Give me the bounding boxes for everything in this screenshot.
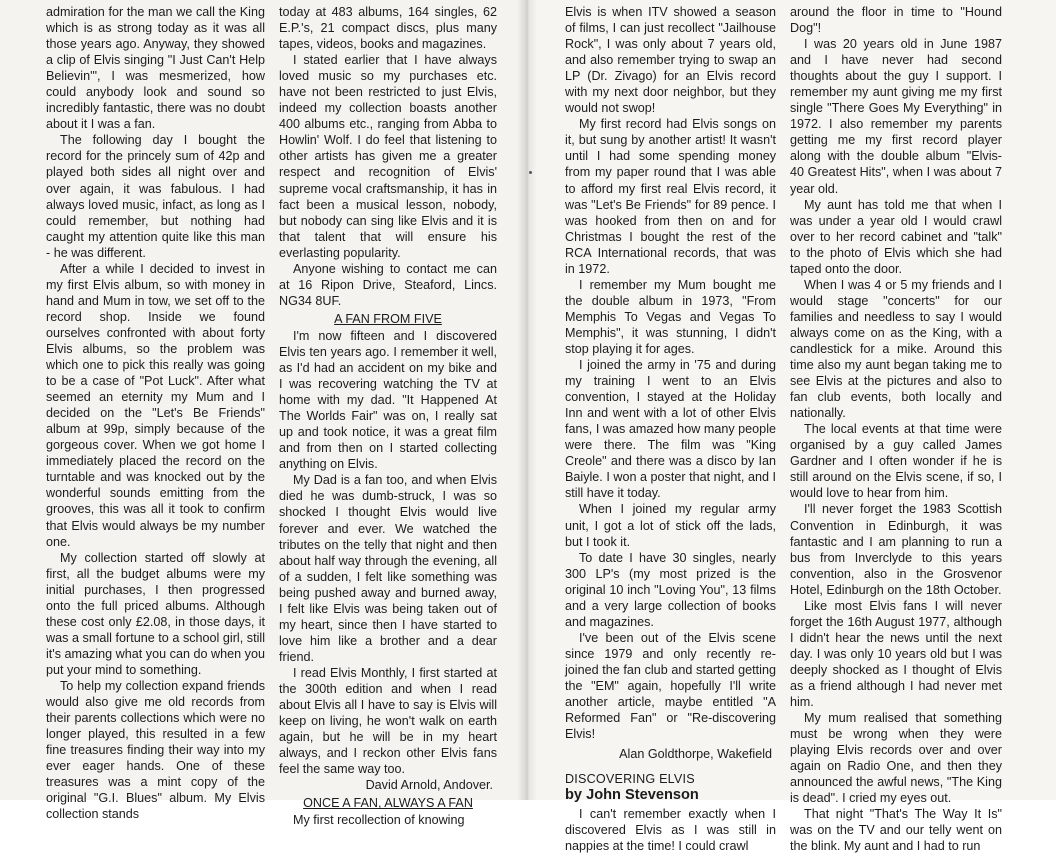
paragraph: I was 20 years old in June 1987 and I have never had second thoughts about the guy I support. I remember my aunt giving me my first single "There Goes My Everything" in 1972. I also remember my parents getting me my first record player along with the double album "Elvis- 40 Greatest Hits", when I was about 7 year old. xyxy=(790,37,1002,196)
paragraph: My first record had Elvis songs on it, but sung by another artist! It wasn't until I had some spending money from my paper round that I was able to afford my first real Elvis record, it was "Let's Be Friends" for 89 pence. I was hooked from then on and for Christmas I bought the rest of the RCA International records, that was in 1972. xyxy=(565,117,776,276)
paragraph: I can't remember exactly when I discovered Elvis as I was still in nappies at the time! I could crawl xyxy=(565,807,776,854)
paragraph: My Dad is a fan too, and when Elvis died he was dumb-struck, I was so shocked I thought Elvis would live forever and ever. We watched the tributes on the telly that night and then about half way through the evening, all of a sudden, I felt like something was being pushed away and burned away, I felt like Elvis was being taken out of my heart, since then I have started to love him like a brother and a dear friend. xyxy=(279,473,497,664)
paragraph: My first recollection of knowing xyxy=(293,813,465,828)
paragraph: My mum realised that something must be wrong when they were playing Elvis records over and over again on Radio One, and then they announced the awful news, "The King is dead". I cried my eyes out. xyxy=(790,711,1002,806)
paragraph: To help my collection expand friends would also give me old records from their parents collections which were no longer played, this resulted in a few fine treasures finding their way into my ever eager hands. One of these treasures was a mint copy of the original "G.I. Blues" album. My Elvis collection stands xyxy=(46,678,265,822)
column-4 xyxy=(790,4,1002,854)
article-kicker: DISCOVERING ELVIS xyxy=(565,772,695,787)
paragraph: around the floor in time to "Hound Dog"! xyxy=(790,5,1002,36)
paragraph: My collection started off slowly at first, all the budget albums were my initial purchases, I then progressed onto the full priced albums. Although these cost only £2.08, in those days, it was a small fortune to a school girl, still it's amazing what you can do when you put your mind to something. xyxy=(46,550,265,677)
left-page xyxy=(0,0,525,828)
paragraph: today at 483 albums, 164 singles, 62 E.P.'s, 21 compact discs, plus many tapes, videos, books and magazines. xyxy=(279,5,497,52)
author-signature: David Arnold, Andover. xyxy=(365,778,493,793)
paragraph: I've been out of the Elvis scene since 1979 and only recently re-joined the fan club and started getting the "EM" again, hopefully I'll write another article, maybe entitled "A Reformed Fan" or "Re-discovering Elvis! xyxy=(565,630,776,742)
section-heading: A FAN FROM FIVE xyxy=(334,311,442,326)
column-3 xyxy=(565,4,776,854)
paragraph: The following day I bought the record for the princely sum of 42p and played both sides all night over and over again, it was fabulous. I had always loved music, infact, as long as I could remember, but nothing had caught my attention quite like this man - he was different. xyxy=(46,133,265,260)
paragraph: Elvis is when ITV showed a season of films, I can just recollect "Jailhouse Rock", I was only about 7 years old, and also remember trying to swap an LP (Dr. Zivago) for an Elvis record with my next door neighbor, but they would not swop! xyxy=(565,5,776,116)
paragraph: To date I have 30 singles, nearly 300 LP's (my most prized is the original 10 inch "Loving You", 13 films and a very large collection of books and magazines. xyxy=(565,550,776,629)
paragraph: I'll never forget the 1983 Scottish Convention in Edinburgh, it was fantastic and I am planning to run a bus from Inverclyde to this years convention, also in the Grosvenor Hotel, Edinburgh on the 18th October. xyxy=(790,502,1002,597)
paragraph: When I was 4 or 5 my friends and I would stage "concerts" for our families and needless to say I would always come on as the King, with a candlestick for a mike. Around this time also my aunt began taking me to see Elvis at the pictures and also to fan club events, both locally and nationally. xyxy=(790,277,1002,421)
column-1 xyxy=(46,4,265,822)
paragraph: I'm now fifteen and I discovered Elvis ten years ago. I remember it well, as I'd had an accident on my bike and I was recovering watching the TV at home with my dad. "It Happened At The Worlds Fair" was on, I really sat up and took notice, it was a great film and from then on I started collecting anything on Elvis. xyxy=(279,328,497,472)
paragraph: That night "That's The Way It Is" was on the TV and our telly went on the blink. My aunt and I had to run xyxy=(790,807,1002,854)
paragraph: After a while I decided to invest in my first Elvis album, so with money in hand and Mum in tow, we set off to the record shop. Inside we found ourselves confronted with about forty Elvis albums, so the problem was which one to pick this really was going to be a case of "Pot Luck". After what seemed an eternity my Mum and I decided on the "Let's Be Friends" album at 99p, simply because of the gorgeous cover. When we got home I immediately placed the record on the turntable and was knocked out by the wonderful sounds emitting from the grooves, this was all it took to confirm that Elvis would always be my number one. xyxy=(46,261,265,549)
paragraph: I remember my Mum bought me the double album in 1973, "From Memphis To Vegas and Vegas To Memphis", it was stunning, I didn't stop playing it for ages. xyxy=(565,277,776,356)
paragraph: Anyone wishing to contact me can at 16 Ripon Drive, Steaford, Lincs. NG34 8UF. xyxy=(279,261,497,308)
paragraph: My aunt has told me that when I was under a year old I would crawl over to her record cabinet and "talk" to the photo of Elvis which she had taped onto the door. xyxy=(790,197,1002,276)
paragraph: I read Elvis Monthly, I first started at the 300th edition and when I read about Elvis all I have to say is Elvis will keep on living, he won't walk on earth again, but he will be in my heart always, and I reckon other Elvis fans feel the same way too. xyxy=(279,665,497,777)
section-heading: ONCE A FAN, ALWAYS A FAN xyxy=(303,796,473,811)
paragraph: Like most Elvis fans I will never forget the 16th August 1977, although I didn't hear the news until the next day. I was only 10 years old but I was deeply shocked as I thought of Elvis as a friend although I had never met him. xyxy=(790,598,1002,710)
paragraph: I joined the army in '75 and during my training I went to an Elvis convention, I stayed at the Holiday Inn and went with a lot of other Elvis fans, I was amazed how many people were there. The film was "King Creole" and there was a disco by Ian Baiyle. I won a poster that night, and I still have it today. xyxy=(565,358,776,501)
paragraph: I stated earlier that I have always loved music so my purchases etc. have not been restricted to just Elvis, indeed my collection boasts another 400 albums etc., ranging from Abba to Howlin' Wolf. I do feel that listening to other artists has given me a greater respect and recognition of Elvis' supreme vocal craftsmanship, it has in fact been a musical lesson, nobody, but nobody can sing like Elvis and it is that talent that will ensure his everlasting popularity. xyxy=(279,53,497,260)
print-speck xyxy=(529,171,532,174)
article-byline: by John Stevenson xyxy=(565,787,699,804)
paragraph: The local events at that time were organised by a guy called James Gardner and I often wonder if he is still around on the Elvis scene, if so, I would love to hear from him. xyxy=(790,422,1002,501)
paragraph: admiration for the man we call the King which is as strong today as it was all those years ago. Anyway, they showed a clip of Elvis singing "I Just Can't Help Believin'", I was mesmerized, how could anybody look and sound so incredibly fantastic, there was no doubt about it I was a fan. xyxy=(46,5,265,132)
column-2 xyxy=(279,4,497,828)
author-signature: Alan Goldthorpe, Wakefield xyxy=(619,747,772,762)
paragraph: When I joined my regular army unit, I got a lot of stick off the lads, but I took it. xyxy=(565,502,776,549)
